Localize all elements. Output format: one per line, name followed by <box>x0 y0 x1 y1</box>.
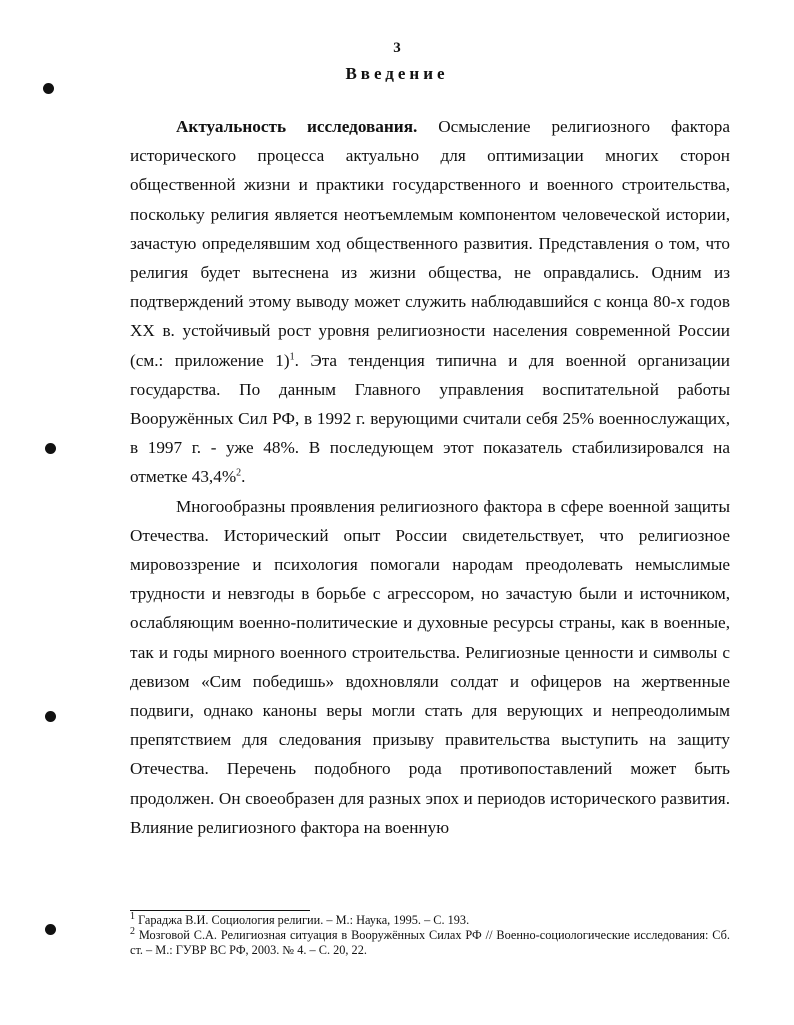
paragraph-1 <box>130 112 730 492</box>
binding-hole-mark <box>45 924 56 935</box>
footnote-number: 2 <box>130 925 135 937</box>
footnote-ref-1: 1 <box>289 350 295 362</box>
paragraph-text: Осмысление религиозного фактора исторического процесса актуально для оптимизации многих сторон общественной жизни и практики государственного и военного строительства, поскольку религия является неотъемлемым компонентом человеческой истории, зачастую определявшим ход общественного развития. Представления о том, что религия будет вытеснена из жизни общества, не оправдались. Одним из подтверждений этому выводу может служить наблюдавшийся с конца 80-х годов XX в. устойчивый рост уровня религиозности населения современной России (см.: приложение 1) <box>130 117 730 370</box>
binding-hole-mark <box>45 711 56 722</box>
page-number: 3 <box>393 40 401 56</box>
footnote-2 <box>130 925 730 958</box>
binding-hole-mark <box>45 443 56 454</box>
paragraph-text: . Эта тенденция типична и для военной организации государства. По данным Главного управления воспитательной работы Вооружённых Сил РФ, в 1992 г. верующими считали себя 25% военнослужащих, в 1997 г. - уже 48%. В последующем этот показатель стабилизировался на отметке 43,4% <box>130 350 730 487</box>
footnotes <box>130 910 730 958</box>
footnote-text: Гараджа В.И. Социология религии. – М.: Наука, 1995. – С. 193. <box>135 913 470 927</box>
footnote-1 <box>130 910 730 928</box>
paragraph-text: . <box>241 467 246 487</box>
footnote-text: Мозговой С.А. Религиозная ситуация в Вооружённых Силах РФ // Военно-социологические исследования: Сб. ст. – М.: ГУВР ВС РФ, 2003. № 4. – С. 20, 22. <box>130 928 730 957</box>
section-heading: Введение <box>345 64 449 83</box>
footnote-ref-2: 2 <box>236 467 242 479</box>
binding-hole-mark <box>43 83 54 94</box>
footnote-number: 1 <box>130 910 135 922</box>
paragraph-lead: Актуальность исследования. <box>176 117 418 136</box>
body-text <box>130 112 730 842</box>
paragraph-2: Многообразны проявления религиозного фактора в сфере военной защиты Отечества. Исторический опыт России свидетельствует, что религиозное мировоззрение и психология помогали народам преодолевать немыслимые трудности и невзгоды в борьбе с агрессором, но зачастую были и источником, ослабляющим военно-политические и духовные ресурсы страны, как в военные, так и годы мирного военного строительства. Религиозные ценности и символы с девизом «Сим победишь» вдохновляли солдат и офицеров на жертвенные подвиги, однако каноны веры могли стать для верующих и непреодолимым препятствием для следования призыву правительства выступить на защиту Отечества. Перечень подобного рода противопоставлений может быть продолжен. Он своеобразен для разных эпох и периодов исторического развития. Влияние религиозного фактора на военную <box>130 496 730 837</box>
footnote-divider <box>130 910 310 911</box>
